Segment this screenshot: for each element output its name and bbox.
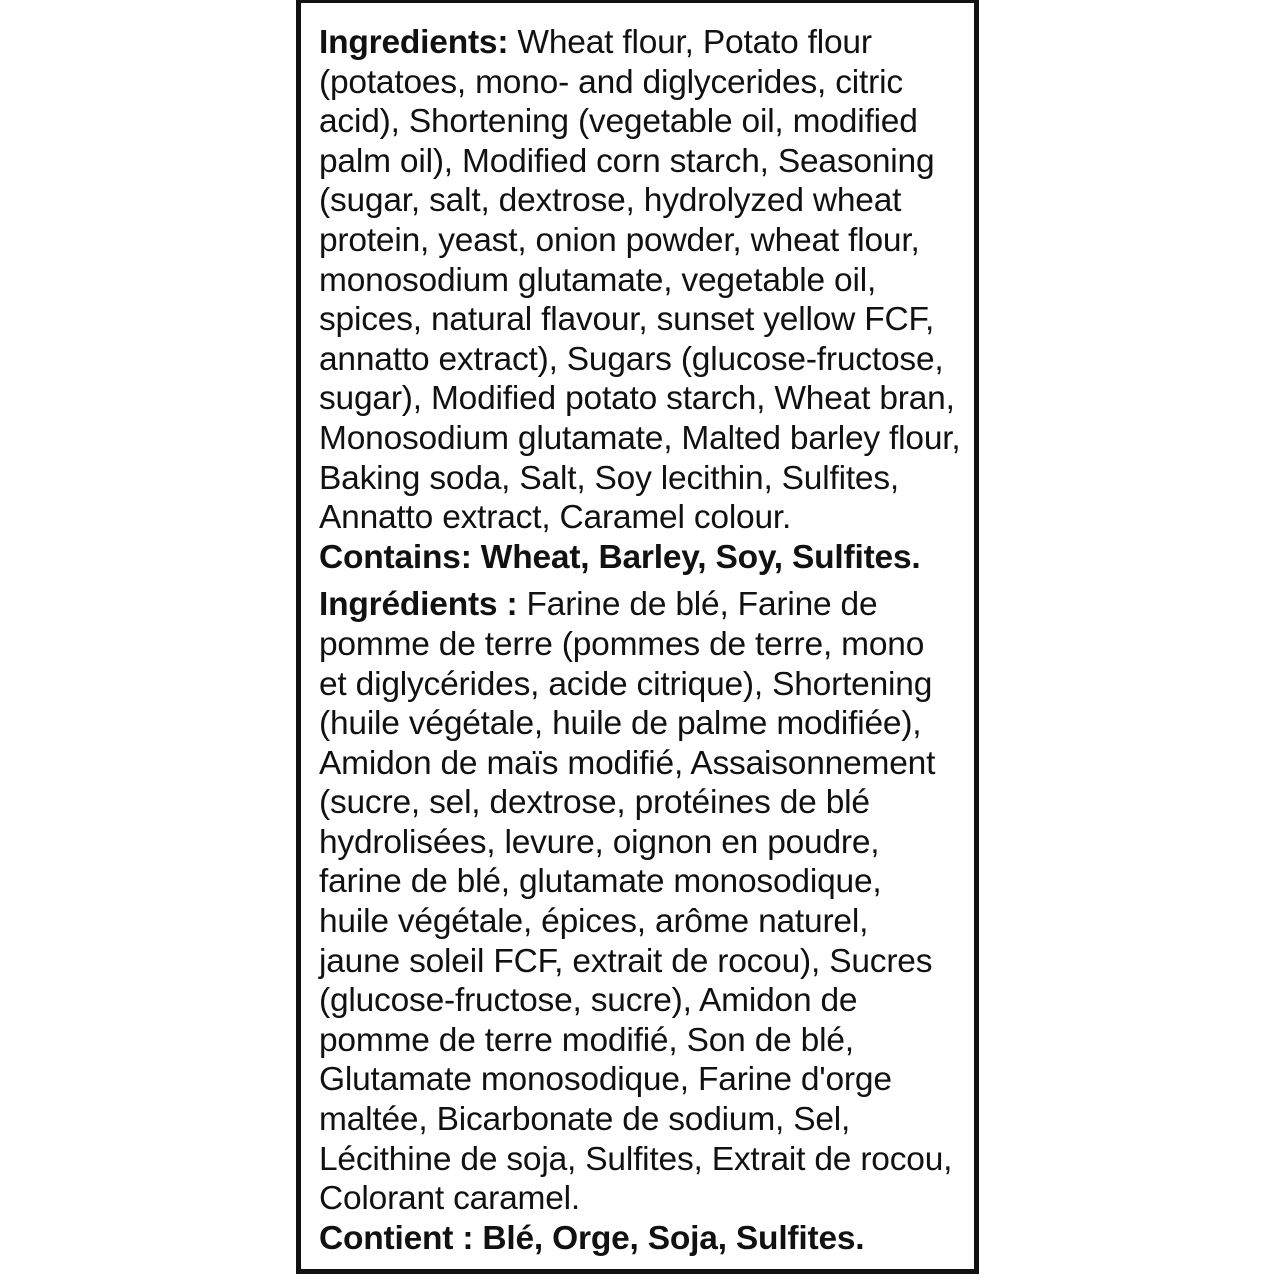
- ingredients-label-box: [296, 0, 979, 1274]
- ingredients-content: [319, 23, 966, 1258]
- french-ingredients-heading: Ingrédients :: [319, 586, 518, 624]
- english-ingredients-line: spices, natural flavour, sunset yellow FCF,: [319, 301, 935, 339]
- french-ingredients-line: (glucose-fructose, sucre), Amidon de: [319, 982, 858, 1020]
- english-ingredients-line: Baking soda, Salt, Soy lecithin, Sulfites,: [319, 459, 900, 497]
- french-ingredients-line: pomme de terre modifié, Son de blé,: [319, 1021, 854, 1059]
- french-ingredients-line: hydrolisées, levure, oignon en poudre,: [319, 823, 880, 861]
- french-ingredients-line: maltée, Bicarbonate de sodium, Sel,: [319, 1101, 851, 1139]
- french-ingredients-line: Glutamate monosodique, Farine d'orge: [319, 1061, 892, 1099]
- french-ingredients-line: et diglycérides, acide citrique), Shortening: [319, 665, 933, 703]
- section-divider-space: [319, 577, 966, 585]
- english-ingredients-line: Annatto extract, Caramel colour.: [319, 499, 792, 537]
- english-ingredients-line: monosodium glutamate, vegetable oil,: [319, 261, 877, 299]
- english-ingredients-text: Wheat flour, Potato flour: [508, 24, 872, 61]
- english-ingredients-line: acid), Shortening (vegetable oil, modified: [319, 103, 918, 141]
- french-ingredients-line: pomme de terre (pommes de terre, mono: [319, 625, 925, 663]
- french-ingredients-line: jaune soleil FCF, extrait de rocou), Sucres: [319, 942, 933, 980]
- french-ingredients-line: Colorant caramel.: [319, 1180, 580, 1218]
- english-allergen-statement: Contains: Wheat, Barley, Soy, Sulfites.: [319, 538, 921, 576]
- french-allergen-statement: Contient : Blé, Orge, Soja, Sulfites.: [319, 1219, 865, 1257]
- english-ingredients-line: (potatoes, mono- and diglycerides, citric: [319, 63, 903, 101]
- english-ingredients-line: Monosodium glutamate, Malted barley flour,: [319, 419, 961, 457]
- french-ingredients-line: Lécithine de soja, Sulfites, Extrait de rocou,: [319, 1140, 953, 1178]
- french-ingredients-line: farine de blé, glutamate monosodique,: [319, 863, 882, 901]
- french-ingredients-line: huile végétale, épices, arôme naturel,: [319, 903, 869, 941]
- english-ingredients-line: protein, yeast, onion powder, wheat flour,: [319, 221, 920, 259]
- english-ingredients-line: sugar), Modified potato starch, Wheat bran,: [319, 380, 955, 418]
- english-ingredients-line: palm oil), Modified corn starch, Seasoning: [319, 142, 935, 180]
- english-ingredients-heading: Ingredients:: [319, 24, 509, 61]
- french-ingredients-line: Amidon de maïs modifié, Assaisonnement: [319, 744, 936, 782]
- french-ingredients-line: (sucre, sel, dextrose, protéines de blé: [319, 784, 870, 822]
- french-ingredients-line: (huile végétale, huile de palme modifiée),: [319, 705, 922, 743]
- french-ingredients-text: Farine de blé, Farine de: [517, 586, 878, 624]
- english-ingredients-line-1: [319, 23, 966, 63]
- english-ingredients-line: annatto extract), Sugars (glucose-fructose,: [319, 340, 944, 378]
- english-ingredients-line: (sugar, salt, dextrose, hydrolyzed wheat: [319, 182, 902, 220]
- french-ingredients-line-1: [319, 585, 966, 625]
